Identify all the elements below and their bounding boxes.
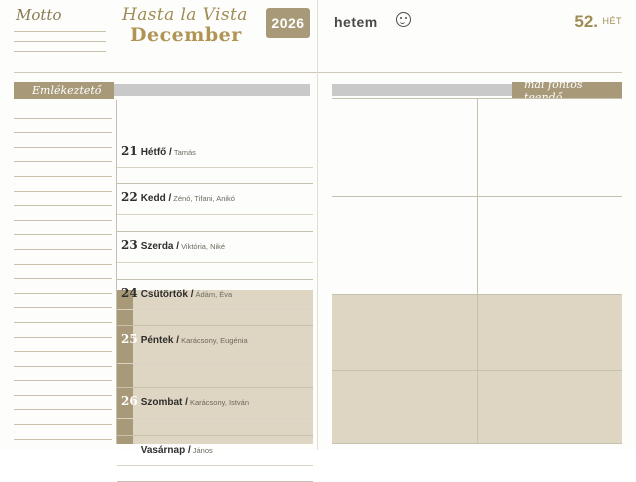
grid-horizontal-line bbox=[332, 196, 622, 197]
day-name: Szombat / bbox=[140, 397, 188, 408]
name-day-list: Zénó, Tifani, Anikó bbox=[173, 194, 235, 203]
day-name: Kedd / bbox=[140, 193, 172, 204]
day-row[interactable] bbox=[117, 138, 313, 184]
day-name: Péntek / bbox=[140, 335, 180, 346]
note-line[interactable] bbox=[14, 410, 112, 425]
grid-vertical-line bbox=[477, 98, 478, 444]
note-line[interactable] bbox=[14, 177, 112, 192]
header-divider bbox=[14, 72, 622, 73]
note-line[interactable] bbox=[14, 221, 112, 236]
week-number-suffix: HÉT bbox=[602, 16, 622, 26]
note-line[interactable] bbox=[14, 235, 112, 250]
note-line[interactable] bbox=[14, 133, 112, 148]
grid-horizontal-line bbox=[332, 370, 622, 371]
decorative-script-title: Hasta la Vista bbox=[122, 5, 248, 25]
grid-cell-shaded[interactable] bbox=[332, 294, 477, 444]
day-row[interactable] bbox=[117, 436, 313, 482]
name-day-list: Ádám, Éva bbox=[195, 290, 233, 299]
note-line[interactable] bbox=[14, 206, 112, 221]
name-day-list: János bbox=[192, 446, 213, 455]
year-badge: 2026 bbox=[266, 8, 310, 38]
day-row[interactable] bbox=[117, 280, 313, 326]
motto-label: Motto bbox=[16, 6, 62, 24]
day-name: Szerda / bbox=[140, 241, 180, 252]
day-header bbox=[121, 236, 225, 254]
reminder-ribbon: Emlékeztető bbox=[14, 82, 114, 99]
note-line[interactable] bbox=[14, 265, 112, 280]
motto-line[interactable] bbox=[14, 22, 106, 32]
note-line[interactable] bbox=[14, 396, 112, 411]
day-writing-line[interactable] bbox=[117, 214, 313, 215]
day-row[interactable] bbox=[117, 326, 313, 388]
day-name: Hétfő / bbox=[140, 147, 172, 158]
day-number: 26 bbox=[121, 394, 138, 408]
name-day-list: Karácsony, Eugénia bbox=[181, 336, 248, 345]
note-line[interactable] bbox=[14, 352, 112, 367]
motto-writing-lines[interactable] bbox=[14, 22, 106, 52]
day-header bbox=[121, 392, 249, 410]
note-line[interactable] bbox=[14, 250, 112, 265]
day-row[interactable] bbox=[117, 232, 313, 280]
notes-lines[interactable] bbox=[14, 104, 112, 440]
day-writing-line[interactable] bbox=[117, 465, 313, 466]
day-number: 22 bbox=[121, 190, 138, 204]
note-line[interactable] bbox=[14, 162, 112, 177]
day-header bbox=[121, 330, 248, 348]
todo-ribbon: mai fontos teendő bbox=[512, 82, 622, 99]
day-header bbox=[121, 188, 235, 206]
day-row[interactable] bbox=[117, 388, 313, 436]
motto-line[interactable] bbox=[14, 32, 106, 42]
day-number: 25 bbox=[121, 332, 138, 346]
day-writing-line[interactable] bbox=[117, 418, 313, 419]
day-number: 23 bbox=[121, 238, 138, 252]
todo-grid[interactable] bbox=[332, 98, 622, 444]
name-day-list: Viktória, Niké bbox=[181, 242, 226, 251]
name-day-list: Karácsony, István bbox=[189, 398, 249, 407]
note-line[interactable] bbox=[14, 425, 112, 440]
note-line[interactable] bbox=[14, 338, 112, 353]
page-header bbox=[0, 0, 636, 58]
week-word-label: hetem bbox=[334, 14, 378, 30]
day-list bbox=[116, 100, 312, 456]
note-line[interactable] bbox=[14, 104, 112, 119]
day-header bbox=[121, 440, 213, 458]
note-line[interactable] bbox=[14, 308, 112, 323]
day-writing-line[interactable] bbox=[117, 363, 313, 364]
note-line[interactable] bbox=[14, 367, 112, 382]
day-writing-line[interactable] bbox=[117, 262, 313, 263]
note-line[interactable] bbox=[14, 323, 112, 338]
day-header bbox=[121, 142, 196, 160]
grid-horizontal-line bbox=[332, 294, 622, 295]
note-line[interactable] bbox=[14, 148, 112, 163]
month-title: December bbox=[130, 24, 242, 46]
day-writing-line[interactable] bbox=[117, 167, 313, 168]
note-line[interactable] bbox=[14, 119, 112, 134]
day-row[interactable] bbox=[117, 184, 313, 232]
note-line[interactable] bbox=[14, 381, 112, 396]
grid-cell-shaded[interactable] bbox=[478, 294, 622, 444]
day-number: 27 bbox=[121, 442, 138, 456]
day-writing-line[interactable] bbox=[117, 309, 313, 310]
day-name: Vasárnap / bbox=[140, 445, 191, 456]
page-spine bbox=[317, 0, 318, 450]
grid-horizontal-line bbox=[332, 98, 622, 99]
day-number: 24 bbox=[121, 286, 138, 300]
note-line[interactable] bbox=[14, 279, 112, 294]
note-line[interactable] bbox=[14, 192, 112, 207]
smiley-face-icon bbox=[396, 12, 411, 27]
motto-line[interactable] bbox=[14, 42, 106, 52]
day-header bbox=[121, 284, 232, 302]
grid-horizontal-line bbox=[332, 443, 622, 444]
day-name: Csütörtök / bbox=[140, 289, 194, 300]
note-line[interactable] bbox=[14, 294, 112, 309]
name-day-list: Tamás bbox=[173, 148, 196, 157]
day-number: 21 bbox=[121, 144, 138, 158]
week-number: 52. bbox=[574, 12, 598, 31]
